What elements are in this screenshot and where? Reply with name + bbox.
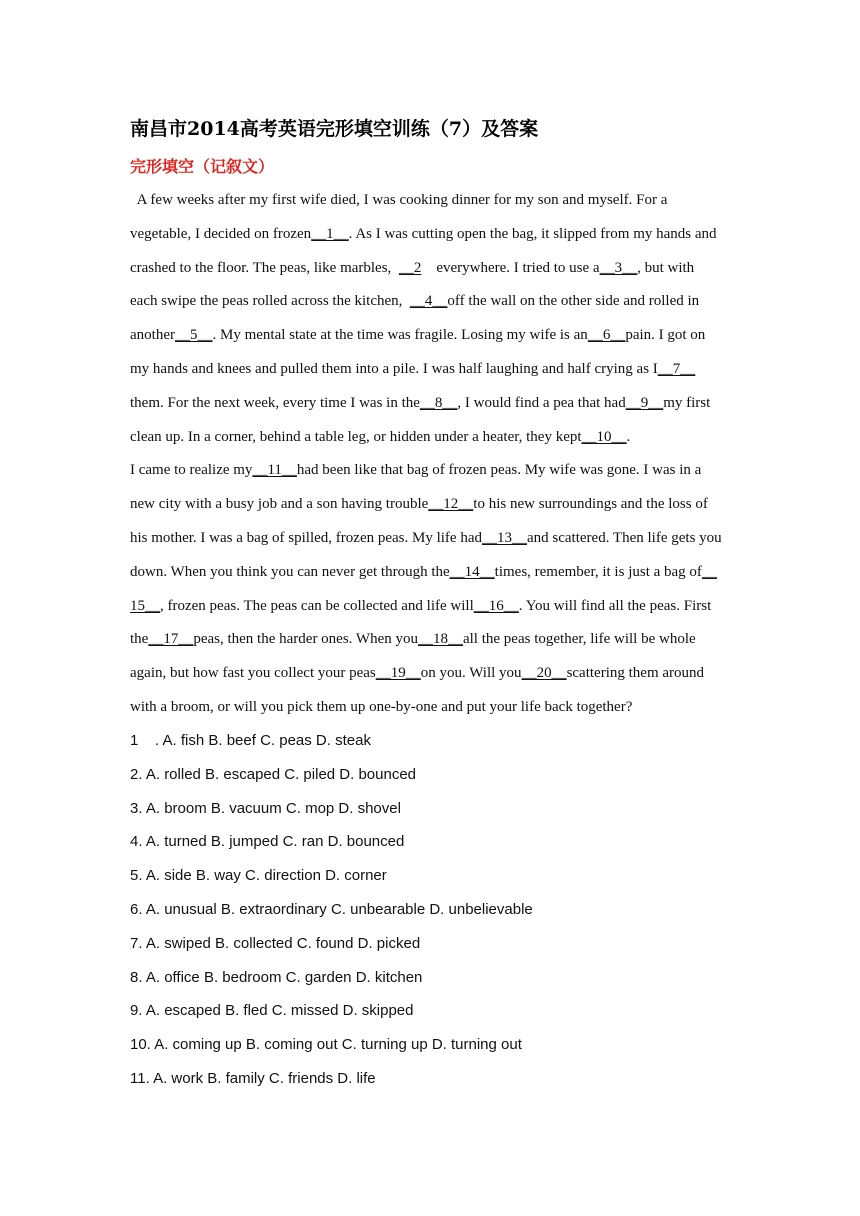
passage-line (130, 691, 730, 725)
question-item: 8. A. office B. bedroom C. garden D. kitchen (130, 968, 423, 986)
passage-line (130, 522, 730, 556)
passage-text: again, but how fast you collect your peas (130, 665, 376, 682)
passage-line (130, 387, 730, 421)
answer-blank: __5__ (174, 327, 213, 344)
question-item: 10. A. coming up B. coming out C. turning up D. turning out (130, 1036, 522, 1054)
answer-blank: __19__ (375, 665, 421, 682)
answer-blank: __3__ (599, 259, 638, 276)
answer-blank: __18__ (417, 631, 463, 648)
answer-blank: __20__ (521, 665, 567, 682)
passage-text: clean up. In a corner, behind a table leg, or hidden under a heater, they kept (130, 428, 582, 445)
question-item: 7. A. swiped B. collected C. found D. picked (130, 934, 421, 952)
question-item: 1 . A. fish B. beef C. peas D. steak (130, 732, 371, 749)
passage-text: had been like that bag of frozen peas. My wife was gone. I was in a (296, 462, 702, 479)
question-item: 11. A. work B. family C. friends D. life (130, 1069, 376, 1087)
passage-text: , frozen peas. The peas can be collected and life will (160, 597, 474, 614)
cloze-passage (130, 184, 730, 725)
passage-text: , but with (637, 259, 695, 276)
passage-text: I came to realize my (130, 462, 253, 479)
question-item: 3. A. broom B. vacuum C. mop D. shovel (130, 799, 401, 817)
question-item: 9. A. escaped B. fled C. missed D. skipped (130, 1002, 414, 1020)
answer-blank: __7__ (657, 360, 696, 377)
passage-text: them. For the next week, every time I was in the (130, 394, 420, 411)
passage-text: off the wall on the other side and rolled in (447, 293, 700, 310)
answer-blank: __10__ (581, 428, 627, 445)
passage-text: another (130, 327, 175, 344)
answer-blank: __1__ (311, 225, 349, 242)
answer-blank: __ (701, 563, 717, 580)
passage-text: times, remember, it is just a bag of (494, 563, 702, 580)
answer-blank: __12__ (428, 496, 474, 513)
passage-line (130, 488, 730, 522)
passage-line (130, 184, 730, 218)
passage-text: my first (663, 394, 711, 411)
passage-text: vegetable, I decided on frozen (130, 225, 312, 242)
answer-blank: __16__ (473, 597, 519, 614)
passage-text: . (626, 428, 631, 445)
answer-blank: __2 (398, 259, 422, 276)
passage-line (130, 353, 730, 387)
passage-text: on you. Will you (420, 665, 522, 682)
passage-text: with a broom, or will you pick them up one-by-one and put your life back together? (130, 698, 633, 715)
passage-line (130, 252, 730, 286)
passage-line (130, 454, 730, 488)
question-item: 4. A. turned B. jumped C. ran D. bounced (130, 833, 405, 851)
passage-line (130, 556, 730, 590)
passage-line (130, 623, 730, 657)
answer-blank: __17__ (148, 631, 194, 648)
passage-text: all the peas together, life will be whole (462, 631, 696, 648)
passage-text: pain. I got on (625, 327, 706, 344)
passage-text: new city with a busy job and a son having trouble (130, 496, 429, 513)
passage-line (130, 657, 730, 691)
passage-line (130, 218, 730, 252)
passage-text: scattering them around (566, 665, 705, 682)
passage-text: crashed to the floor. The peas, like marbles, (130, 259, 399, 276)
answer-blank: __13__ (482, 529, 527, 546)
passage-line (130, 285, 730, 319)
passage-text: my hands and knees and pulled them into a pile. I was half laughing and half crying as I (130, 360, 658, 377)
passage-text: each swipe the peas rolled across the kitchen, (130, 293, 410, 310)
answer-blank: 15__ (130, 597, 160, 614)
answer-blank: __11__ (252, 462, 297, 479)
passage-text: and scattered. Then life gets you (527, 529, 722, 546)
passage-text: to his new surroundings and the loss of (473, 496, 708, 513)
question-item: 2. A. rolled B. escaped C. piled D. bounced (130, 765, 417, 783)
passage-text: everywhere. I tried to use a (421, 259, 600, 276)
section-heading: 完形填空（记叙文） (130, 157, 275, 176)
passage-text: , I would find a pea that had (457, 394, 626, 411)
answer-blank: __14__ (449, 563, 495, 580)
passage-text: A few weeks after my first wife died, I was cooking dinner for my son and myself. For a (130, 192, 668, 208)
answer-blank: __6__ (587, 327, 626, 344)
answer-blank: __4__ (409, 293, 448, 310)
passage-text: . You will find all the peas. First (518, 597, 712, 614)
passage-text: his mother. I was a bag of spilled, frozen peas. My life had (130, 529, 482, 546)
passage-text: the (130, 631, 149, 648)
question-list (130, 724, 730, 1096)
passage-line (130, 421, 730, 455)
passage-text: peas, then the harder ones. When you (193, 631, 418, 648)
passage-text: down. When you think you can never get through the (130, 563, 450, 580)
question-item: 6. A. unusual B. extraordinary C. unbearable D. unbelievable (130, 900, 533, 918)
document-title: 南昌市2014高考英语完形填空训练（7）及答案 (130, 118, 539, 140)
answer-blank: __8__ (419, 394, 458, 411)
passage-line (130, 319, 730, 353)
question-item: 5. A. side B. way C. direction D. corner (130, 867, 387, 885)
answer-blank: __9__ (625, 394, 664, 411)
passage-text: . As I was cutting open the bag, it slipped from my hands and (348, 225, 717, 242)
passage-line (130, 590, 730, 624)
passage-text: . My mental state at the time was fragile. Losing my wife is an (212, 327, 588, 344)
